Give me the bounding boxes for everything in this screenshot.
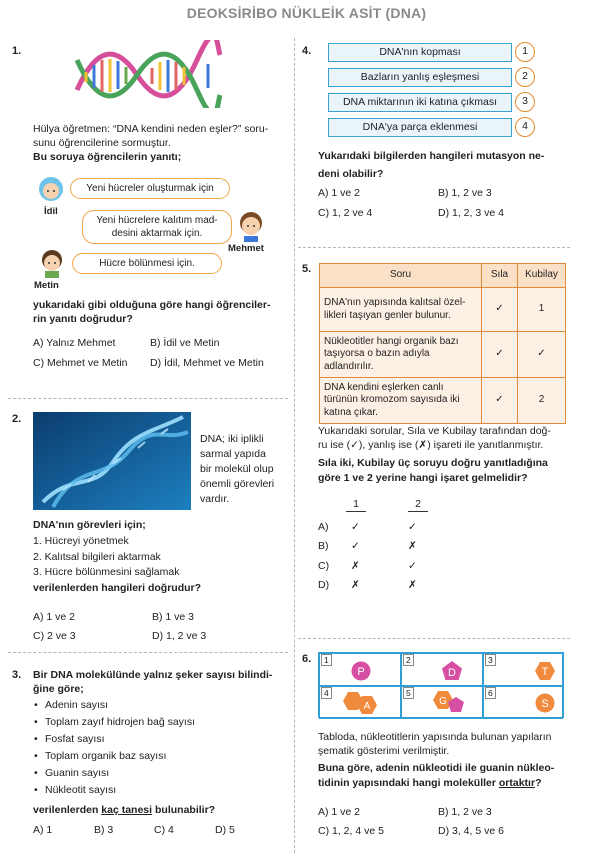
q3-item: • Toplam organik baz sayısı <box>33 749 195 766</box>
q3-option-b[interactable]: B) 3 <box>94 824 114 836</box>
q5-row-1-kubilay: 1 <box>518 288 566 332</box>
q1-option-c[interactable]: C) Mehmet ve Metin <box>33 357 128 369</box>
q2-question: verilenlerden hangileri doğrudur? <box>33 582 202 594</box>
q4-question-2: deni olabilir? <box>318 168 384 181</box>
q3-item: • Fosfat sayısı <box>33 732 195 749</box>
metin-answer-bubble <box>72 253 222 274</box>
q3-option-c[interactable]: C) 4 <box>154 824 174 836</box>
metin-answer-text: Hücre bölünmesi için. <box>99 258 195 269</box>
dna-helix-illustration <box>72 40 222 108</box>
mehmet-avatar <box>236 208 266 242</box>
q4-option-c[interactable]: C) 1, 2 ve 4 <box>318 207 373 219</box>
q3-item: • Nükleotit sayısı <box>33 783 195 800</box>
q5-option-label: D) <box>318 579 330 592</box>
q1-intro-2: sunu öğrencilerine sormuştur. <box>33 137 171 150</box>
q6-question-post: ? <box>535 776 542 789</box>
deoxyribose-pentagon-icon <box>440 659 464 683</box>
q5-row-3-kubilay: 2 <box>518 378 566 424</box>
q5-header-sila: Sıla <box>482 264 518 288</box>
q4-option-b[interactable]: B) 1, 2 ve 3 <box>438 187 492 199</box>
q3-item: • Guanin sayısı <box>33 766 195 783</box>
adenine-double-ring-icon <box>342 688 384 718</box>
q4-option-a[interactable]: A) 1 ve 2 <box>318 187 361 199</box>
q4-row-3: DNA miktarının iki katına çıkması <box>328 93 512 112</box>
q5-header-soru: Soru <box>320 264 482 288</box>
q5-option-mark2: ✓ <box>408 520 417 533</box>
q6-cell-number: 3 <box>485 654 496 666</box>
q5-option-mark1: ✗ <box>351 559 360 572</box>
q4-num-1: 1 <box>515 42 535 62</box>
q6-question: Buna göre, adenin nükleotidi ile guanin nükleo- <box>318 762 555 775</box>
q5-option-mark2: ✓ <box>408 559 417 572</box>
q5-row-3-sila: ✓ <box>482 378 518 424</box>
q1-lead: Bu soruya öğrencilerin yanıtı; <box>33 151 182 164</box>
q6-number: 6. <box>302 653 312 665</box>
q6-grid <box>318 652 564 718</box>
q1-option-a[interactable]: A) Yalnız Mehmet <box>33 337 116 349</box>
q6-cell-number: 6 <box>485 687 496 699</box>
q5-row-2-sila: ✓ <box>482 332 518 378</box>
q6-cell-5 <box>401 686 483 719</box>
q5-option-c[interactable] <box>318 556 417 576</box>
q5-table <box>319 263 566 424</box>
q3-item: • Toplam zayıf hidrojen bağ sayısı <box>33 715 195 732</box>
separator <box>8 652 288 653</box>
mehmet-answer-line2: desini aktarmak için. <box>111 228 203 239</box>
q5-option-d[interactable] <box>318 576 417 596</box>
q5-option-mark1: ✗ <box>351 579 360 592</box>
q6-shape-label: T <box>541 666 549 678</box>
q2-item-3: 3. Hücre bölünmesini sağlamak <box>33 566 180 579</box>
q3-question-post: bulunabilir? <box>152 804 216 816</box>
mehmet-answer-line1: Yeni hücrelere kalıtım mad- <box>96 215 218 226</box>
q4-num-3: 3 <box>515 92 535 112</box>
column-divider <box>294 38 295 853</box>
q2-option-a[interactable]: A) 1 ve 2 <box>33 611 76 623</box>
q5-option-b[interactable] <box>318 537 417 557</box>
q6-text: Tabloda, nükleotitlerin yapısında bulunan yapıların <box>318 731 552 743</box>
q4-option-d[interactable]: D) 1, 2, 3 ve 4 <box>438 207 504 219</box>
separator <box>298 638 570 639</box>
q5-option-label: B) <box>318 540 329 553</box>
mehmet-answer-bubble <box>82 210 232 244</box>
q6-cell-number: 1 <box>321 654 332 666</box>
q4-num-4: 4 <box>515 117 535 137</box>
q2-lead: DNA'nın görevleri için; <box>33 519 146 531</box>
q2-item-1: 1. Hücreyi yönetmek <box>33 534 129 547</box>
q5-option-mark1: ✓ <box>351 520 360 533</box>
q6-option-a[interactable]: A) 1 ve 2 <box>318 806 361 818</box>
dna-photo <box>33 412 191 510</box>
q6-question-underlined: ortaktır <box>498 776 536 789</box>
separator <box>298 247 570 248</box>
q5-header-kubilay: Kubilay <box>518 264 566 288</box>
q6-question-2 <box>318 776 578 790</box>
separator <box>8 398 288 399</box>
q2-option-d[interactable]: D) 1, 2 ve 3 <box>152 630 207 642</box>
q5-option-label: C) <box>318 559 330 572</box>
q2-side-4: önemli görevleri <box>200 477 275 490</box>
q5-question: Sıla iki, Kubilay üç soruyu doğru yanıtladığına <box>318 457 548 470</box>
q2-side-3: bir molekül olup <box>200 462 274 475</box>
idil-name: İdil <box>44 206 58 217</box>
phosphate-circle-icon <box>350 660 372 682</box>
q4-number: 4. <box>302 45 312 57</box>
q5-option-mark2: ✗ <box>408 579 417 592</box>
q2-item-2: 2. Kalıtsal bilgileri aktarmak <box>33 550 161 563</box>
q5-number: 5. <box>302 263 312 275</box>
q2-number: 2. <box>12 413 22 425</box>
q5-note-2: ru ise (✓), yanlış ise (✗) işareti ile yanıtlanmıştır. <box>318 439 544 452</box>
q3-item: • Adenin sayısı <box>33 698 195 715</box>
q5-note: Yukarıdaki sorular, Sıla ve Kubilay tarafından doğ- <box>318 425 551 437</box>
q6-cell-1 <box>319 653 401 686</box>
q6-shape-label: G <box>439 696 447 707</box>
q5-col-1: 1 <box>346 497 366 512</box>
q4-num-2: 2 <box>515 67 535 87</box>
q5-row-2-kubilay: ✓ <box>518 332 566 378</box>
q5-question-2: göre 1 ve 2 yerine hangi işaret gelmelidir? <box>318 471 528 484</box>
q6-shape-label: D <box>448 667 456 679</box>
q6-cell-number: 4 <box>321 687 332 699</box>
q5-row-2-question: Nükleotitler hangi organik bazı taşıyorsa o bazın adıyla adlandırılır. <box>320 332 482 378</box>
mehmet-name: Mehmet <box>228 243 264 254</box>
idil-answer-text: Yeni hücreler oluşturmak için <box>86 183 214 194</box>
thymine-hexagon-icon <box>534 660 556 682</box>
q3-question-underlined: kaç tanesi <box>101 804 153 816</box>
q3-lead-2: ğine göre; <box>33 683 84 696</box>
q2-side-5: vardır. <box>200 492 230 505</box>
page-title: DEOKSİRİBO NÜKLEİK ASİT (DNA) <box>186 5 427 21</box>
q6-cell-4 <box>319 686 401 719</box>
q6-option-c[interactable]: C) 1, 2, 4 ve 5 <box>318 825 384 837</box>
idil-avatar <box>36 173 66 205</box>
metin-avatar <box>38 248 66 278</box>
q5-row-1-question: DNA'nın yapısında kalıtsal özel-likleri taşıyan genler bulunur. <box>320 288 482 332</box>
q6-cell-number: 2 <box>403 654 414 666</box>
q2-side-2: sarmal yapıda <box>200 447 266 460</box>
idil-answer-bubble <box>70 178 230 199</box>
q6-cell-3 <box>483 653 563 686</box>
q6-option-b[interactable]: B) 1, 2 ve 3 <box>438 806 492 818</box>
q2-option-b[interactable]: B) 1 ve 3 <box>152 611 195 623</box>
q6-shape-label: A <box>363 701 371 712</box>
q5-row-1-sila: ✓ <box>482 288 518 332</box>
q1-question-2: rin yanıtı doğrudur? <box>33 313 133 326</box>
q4-question: Yukarıdaki bilgilerden hangileri mutasyon ne- <box>318 150 545 162</box>
q6-option-d[interactable]: D) 3, 4, 5 ve 6 <box>438 825 504 837</box>
q1-question: yukarıdaki gibi olduğuna göre hangi öğrenciler- <box>33 299 271 311</box>
q3-number: 3. <box>12 669 22 681</box>
guanine-ring-icon <box>432 688 472 718</box>
q4-row-1: DNA'nın kopması <box>328 43 512 62</box>
q5-option-mark1: ✓ <box>351 540 360 553</box>
q3-option-d[interactable]: D) 5 <box>215 824 235 836</box>
q2-side-1: DNA; iki iplikli <box>200 433 264 445</box>
q3-lead: Bir DNA molekülünde yalnız şeker sayısı bilindi- <box>33 669 273 681</box>
q6-shape-label: P <box>357 666 365 678</box>
q5-option-label: A) <box>318 520 329 533</box>
q6-shape-label: S <box>541 698 549 710</box>
q6-cell-2 <box>401 653 483 686</box>
q5-row-3-question: DNA kendini eşlerken canlı türünün kromozom sayısıda iki katına çıkar. <box>320 378 482 424</box>
q1-intro: Hülya öğretmen: “DNA kendini neden eşler?” soru- <box>33 123 269 135</box>
q6-cell-number: 5 <box>403 687 414 699</box>
q4-row-4: DNA'ya parça eklenmesi <box>328 118 512 137</box>
q1-number: 1. <box>12 45 22 57</box>
q3-question-pre: verilenlerden <box>33 804 102 816</box>
q3-question <box>33 803 215 817</box>
q6-cell-6 <box>483 686 563 719</box>
metin-name: Metin <box>34 280 59 291</box>
q1-option-d[interactable]: D) İdil, Mehmet ve Metin <box>150 357 264 369</box>
q5-col-2: 2 <box>408 497 428 512</box>
q5-option-mark2: ✗ <box>408 540 417 553</box>
q5-option-a[interactable] <box>318 517 417 537</box>
q3-option-a[interactable]: A) 1 <box>33 824 53 836</box>
sugar-circle-icon <box>534 692 556 714</box>
q2-option-c[interactable]: C) 2 ve 3 <box>33 630 76 642</box>
q6-question-pre: tidinin yapısındaki hangi moleküller <box>318 776 499 789</box>
q6-text-2: şematik gösterimi verilmiştir. <box>318 745 450 758</box>
q4-row-2: Bazların yanlış eşleşmesi <box>328 68 512 87</box>
q1-option-b[interactable]: B) İdil ve Metin <box>150 337 220 349</box>
